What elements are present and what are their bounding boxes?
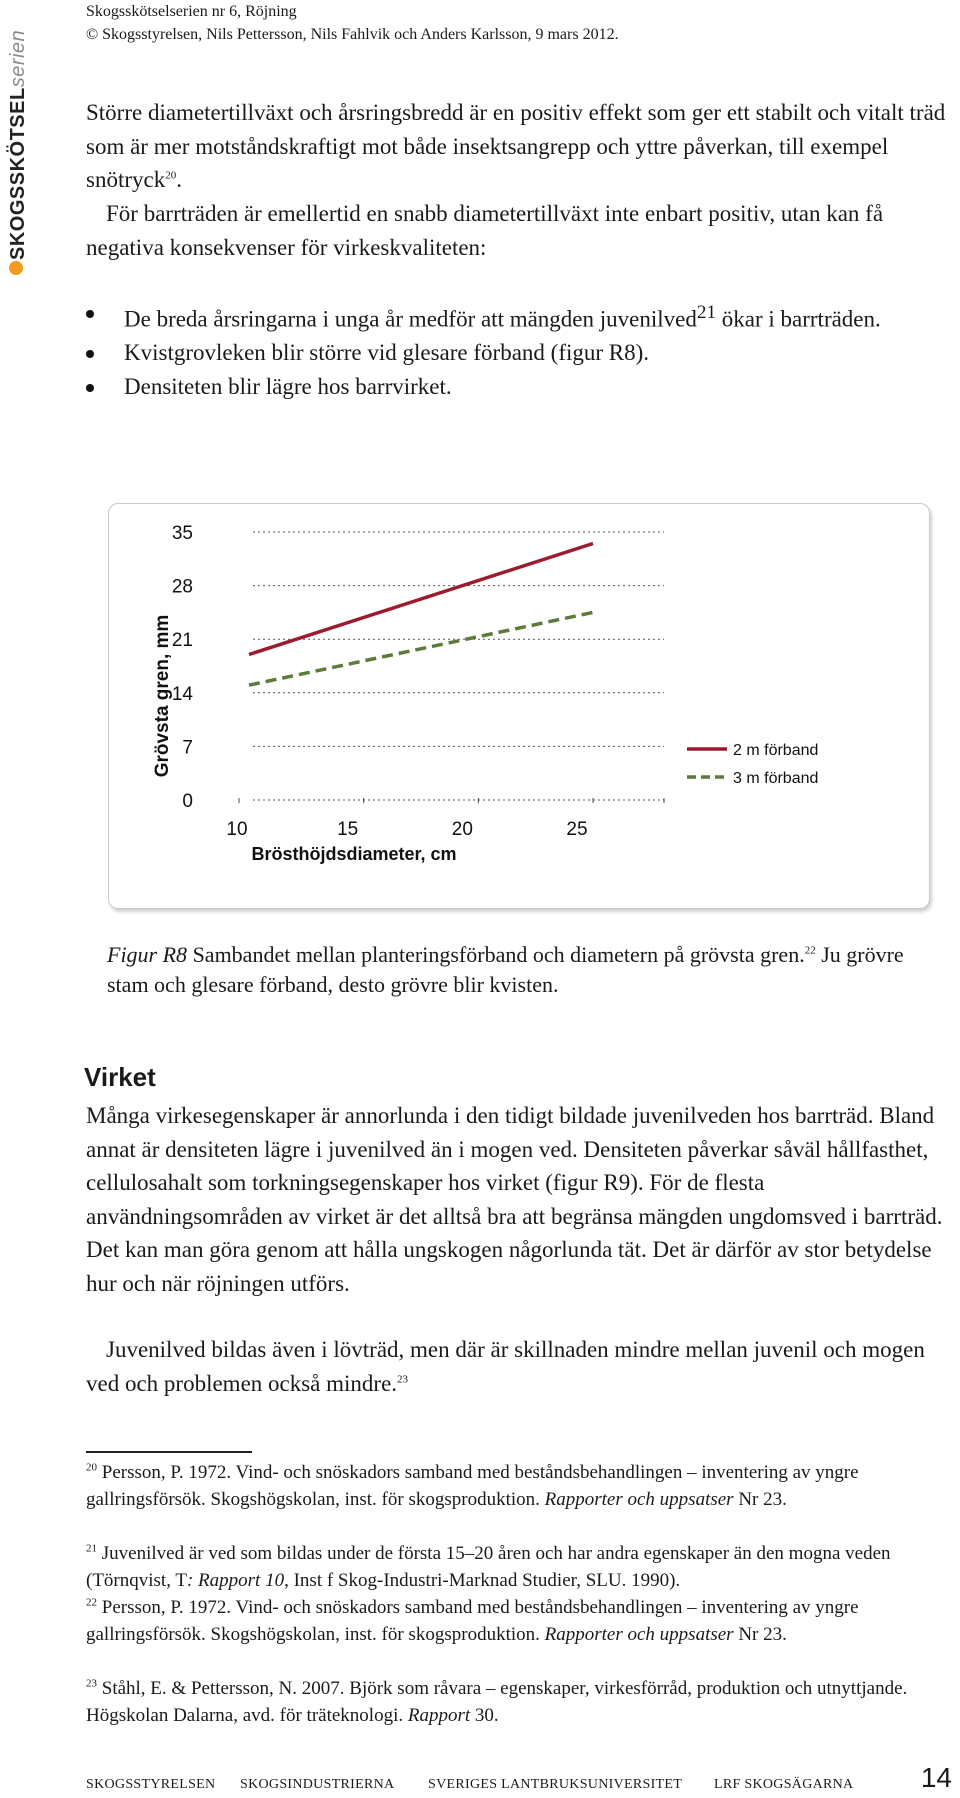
footnote-22: $^{22}$ Persson, P. 1972. Vind- och snöskadors samband med beståndsbehandlingen – inventering av yngre gallringsförsök. Skogshögskolan, inst. för skogsproduktion. Rapporter och uppsatser Nr 23. xyxy=(86,1596,859,1645)
footer-org-skogsindustrierna: SKOGSINDUSTRIERNA xyxy=(240,1777,395,1792)
y-tick-label: 0 xyxy=(182,791,193,812)
y-tick-label: 35 xyxy=(171,523,193,544)
section-heading: Virket xyxy=(84,1062,156,1092)
x-tick-label: 10 xyxy=(226,819,248,840)
brand-sidebar xyxy=(5,29,31,260)
chart-svg xyxy=(109,504,929,908)
y-tick-label: 7 xyxy=(182,737,193,759)
list-item: Kvistgrovleken blir större vid glesare förband (figur R8). xyxy=(86,336,948,370)
x-tick-label: 25 xyxy=(566,819,588,840)
bullet-icon xyxy=(86,350,94,358)
footer-org-slu: SVERIGES LANTBRUKSUNIVERSITET xyxy=(428,1777,683,1792)
series-title: Skogsskötselserien nr 6, Röjning xyxy=(86,3,297,20)
figure-label: Figur R8 xyxy=(107,942,188,967)
footnote-ref: 21 xyxy=(696,302,717,323)
page-number: 14 xyxy=(920,1762,952,1793)
x-tick-label: 20 xyxy=(451,819,473,840)
brand-logo: SKOGSSKÖTSELserien xyxy=(7,29,29,260)
x-axis-title: Brösthöjdsdiameter, cm xyxy=(251,844,457,864)
bullet-icon xyxy=(86,384,94,392)
section-paragraph-1: Många virkesegenskaper är annorlunda i den tidigt bildade juvenilveden hos barrträd. Bland annat är densiteten lägre i juvenilved än i mogen ved. Densiteten påverkar såväl hållfasthet, cellulosahalt som torkningsegenskaper hos virket (figur R9). För de flesta användningsområden av virket är det alltså bra att begränsa mängden ungdomsved i barrträd. Det kan man göra genom att hålla ungskogen någorlunda tät. Det är därför av stor betydelse hur och när röjningen utförs. xyxy=(86,1103,943,1296)
y-tick-label: 28 xyxy=(171,576,193,598)
footnote-divider xyxy=(86,1451,252,1453)
footnote-23: $^{23}$ Ståhl, E. & Pettersson, N. 2007. Björk som råvara – egenskaper, virkesförråd, produktion och utnyttjande. Högskolan Dalarna, avd. för träteknologi. Rapport 30. xyxy=(86,1677,908,1726)
x-tick-label: 15 xyxy=(337,819,359,840)
footnote-20: $^{20}$ Persson, P. 1972. Vind- och snöskadors samband med beståndsbehandlingen – inventering av yngre gallringsförsök. Skogshögskolan, inst. för skogsproduktion. Rapporter och uppsatser Nr 23. xyxy=(86,1461,859,1510)
footnote-ref: 20 xyxy=(165,169,177,182)
list-item: De breda årsringarna i unga år medför att mängden juvenilved$^{21}$ ökar i barrträden. xyxy=(86,296,948,336)
intro-paragraph-2: För barrträden är emellertid en snabb diametertillväxt inte enbart positiv, utan kan få negativa konsekvenser för virkeskvaliteten: xyxy=(86,201,884,260)
legend-label-2: 3 m förband xyxy=(733,770,819,787)
series-line-2 xyxy=(249,612,593,685)
bullet-icon xyxy=(86,310,94,318)
intro-paragraph-1: Större diametertillväxt och årsringsbredd är en positiv effekt som ger ett stabilt och vitalt träd som är mer motståndskraftigt mot både insektsangrepp och yttre påverkan, till exempel snötryck$^{20}$. xyxy=(86,100,946,192)
page-header xyxy=(86,0,619,46)
footnote-ref: 22 xyxy=(804,944,816,957)
copyright-line: © Skogsstyrelsen, Nils Pettersson, Nils Fahlvik och Anders Karlsson, 9 mars 2012. xyxy=(86,26,619,43)
footnote-ref: 23 xyxy=(397,1372,409,1385)
y-tick-label: 21 xyxy=(171,630,193,652)
y-axis-title: Grövsta gren, mm xyxy=(152,614,173,778)
footnote-21: $^{21}$ Juvenilved är ved som bildas under de första 15–20 åren och har andra egenskaper än den mogna veden (Törnqvist, T: Rapport 10, Inst f Skog-Industri-Marknad Studier, SLU. 1990). xyxy=(86,1542,891,1591)
y-tick-label: 14 xyxy=(171,683,193,705)
brand-dot-icon xyxy=(9,261,23,275)
series-line-1 xyxy=(249,543,593,654)
figure-caption: Figur R8 Sambandet mellan planteringsförband och diametern på grövsta gren.$^{22}$ Ju grövre stam och glesare förband, desto grövre blir kvisten. xyxy=(107,942,904,997)
chart-figure-r8 xyxy=(108,503,930,909)
footer-org-skogsstyrelsen: SKOGSSTYRELSEN xyxy=(86,1777,216,1792)
section-paragraph-2: Juvenilved bildas även i lövträd, men där är skillnaden mindre mellan juvenil och mogen ved och problemen också mindre.$^{23}$ xyxy=(86,1337,925,1396)
list-item: Densiteten blir lägre hos barrvirket. xyxy=(86,370,948,404)
bullet-list xyxy=(86,296,948,403)
legend-label-1: 2 m förband xyxy=(733,742,819,759)
footer-org-lrf: LRF SKOGSÄGARNA xyxy=(714,1777,854,1792)
